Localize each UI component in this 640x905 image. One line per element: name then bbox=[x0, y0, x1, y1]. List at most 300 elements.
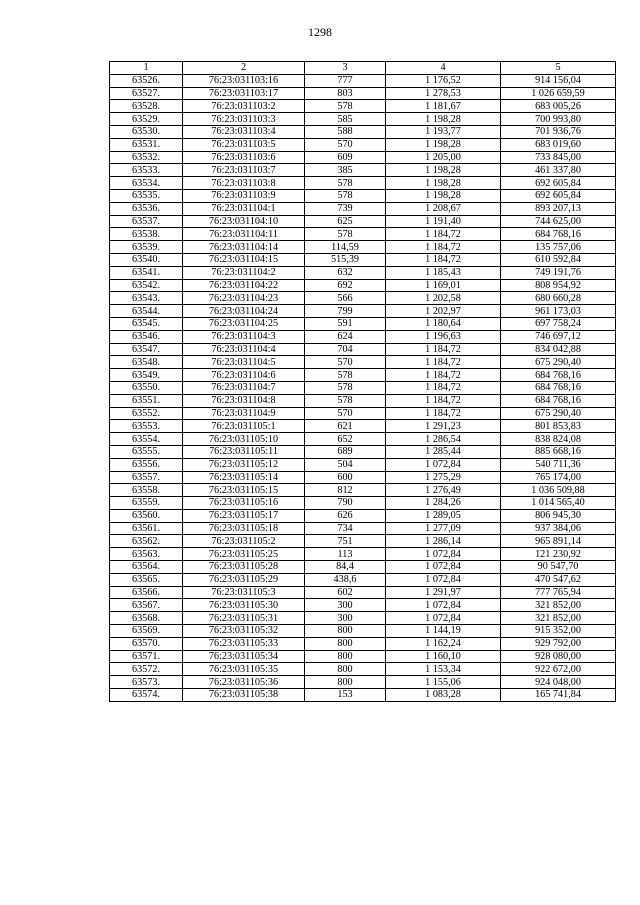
column-header: 2 bbox=[183, 62, 305, 75]
table-row bbox=[110, 356, 616, 369]
table-row bbox=[110, 241, 616, 254]
table-cell: 76:23:031104:22 bbox=[183, 279, 305, 292]
table-cell: 570 bbox=[305, 138, 386, 151]
table-cell: 692 605,84 bbox=[501, 177, 616, 190]
table-cell: 1 198,28 bbox=[386, 189, 501, 202]
table-cell: 684 768,16 bbox=[501, 394, 616, 407]
table-cell: 1 072,84 bbox=[386, 561, 501, 574]
table-cell: 540 711,36 bbox=[501, 458, 616, 471]
table-cell: 1 198,28 bbox=[386, 113, 501, 126]
table-row bbox=[110, 228, 616, 241]
table-cell: 63572. bbox=[110, 663, 183, 676]
table-cell: 692 605,84 bbox=[501, 189, 616, 202]
table-cell: 1 072,84 bbox=[386, 599, 501, 612]
table-cell: 734 bbox=[305, 522, 386, 535]
table-cell: 63529. bbox=[110, 113, 183, 126]
column-header: 3 bbox=[305, 62, 386, 75]
table-cell: 777 bbox=[305, 74, 386, 87]
table-row bbox=[110, 509, 616, 522]
table-cell: 578 bbox=[305, 189, 386, 202]
table-cell: 90 547,70 bbox=[501, 561, 616, 574]
table-cell: 63559. bbox=[110, 497, 183, 510]
table-cell: 570 bbox=[305, 356, 386, 369]
table-row bbox=[110, 74, 616, 87]
table-cell: 76:23:031103:2 bbox=[183, 100, 305, 113]
table-cell: 885 668,16 bbox=[501, 445, 616, 458]
table-row bbox=[110, 484, 616, 497]
table-cell: 63528. bbox=[110, 100, 183, 113]
table-cell: 566 bbox=[305, 292, 386, 305]
table-cell: 624 bbox=[305, 330, 386, 343]
table-row bbox=[110, 676, 616, 689]
table-cell: 1 144,19 bbox=[386, 625, 501, 638]
table-cell: 76:23:031104:8 bbox=[183, 394, 305, 407]
table-cell: 76:23:031103:4 bbox=[183, 125, 305, 138]
table-cell: 63554. bbox=[110, 433, 183, 446]
table-cell: 63552. bbox=[110, 407, 183, 420]
table-cell: 63555. bbox=[110, 445, 183, 458]
table-row bbox=[110, 663, 616, 676]
table-cell: 63570. bbox=[110, 637, 183, 650]
table-cell: 76:23:031103:8 bbox=[183, 177, 305, 190]
table-row bbox=[110, 599, 616, 612]
table-cell: 1 155,06 bbox=[386, 676, 501, 689]
table-row bbox=[110, 369, 616, 382]
table-cell: 961 173,03 bbox=[501, 305, 616, 318]
table-cell: 63526. bbox=[110, 74, 183, 87]
table-cell: 1 184,72 bbox=[386, 228, 501, 241]
column-header: 1 bbox=[110, 62, 183, 75]
table-cell: 1 184,72 bbox=[386, 253, 501, 266]
table-cell: 697 758,24 bbox=[501, 317, 616, 330]
table-cell: 84,4 bbox=[305, 561, 386, 574]
table-cell: 704 bbox=[305, 343, 386, 356]
table-cell: 591 bbox=[305, 317, 386, 330]
table-cell: 765 174,00 bbox=[501, 471, 616, 484]
table-cell: 515,39 bbox=[305, 253, 386, 266]
table-row bbox=[110, 177, 616, 190]
table-cell: 838 824,08 bbox=[501, 433, 616, 446]
table-cell: 744 625,00 bbox=[501, 215, 616, 228]
table-row bbox=[110, 343, 616, 356]
table-cell: 321 852,00 bbox=[501, 612, 616, 625]
table-cell: 76:23:031105:34 bbox=[183, 650, 305, 663]
table-cell: 914 156,04 bbox=[501, 74, 616, 87]
table-cell: 621 bbox=[305, 420, 386, 433]
table-cell: 965 891,14 bbox=[501, 535, 616, 548]
table-cell: 1 278,53 bbox=[386, 87, 501, 100]
table-cell: 1 191,40 bbox=[386, 215, 501, 228]
table-cell: 746 697,12 bbox=[501, 330, 616, 343]
table-row bbox=[110, 637, 616, 650]
table-cell: 76:23:031104:23 bbox=[183, 292, 305, 305]
column-header: 5 bbox=[501, 62, 616, 75]
table-cell: 625 bbox=[305, 215, 386, 228]
table-cell: 1 153,34 bbox=[386, 663, 501, 676]
table-cell: 63533. bbox=[110, 164, 183, 177]
table-cell: 733 845,00 bbox=[501, 151, 616, 164]
table-cell: 1 083,28 bbox=[386, 689, 501, 702]
table-cell: 76:23:031105:33 bbox=[183, 637, 305, 650]
table-cell: 121 230,92 bbox=[501, 548, 616, 561]
table-cell: 438,6 bbox=[305, 573, 386, 586]
table-cell: 63541. bbox=[110, 266, 183, 279]
table-cell: 470 547,62 bbox=[501, 573, 616, 586]
table-cell: 63534. bbox=[110, 177, 183, 190]
table-cell: 63531. bbox=[110, 138, 183, 151]
table-cell: 63546. bbox=[110, 330, 183, 343]
table-cell: 1 276,49 bbox=[386, 484, 501, 497]
table-cell: 834 042,88 bbox=[501, 343, 616, 356]
table-cell: 76:23:031104:5 bbox=[183, 356, 305, 369]
table-cell: 1 193,77 bbox=[386, 125, 501, 138]
table-cell: 63530. bbox=[110, 125, 183, 138]
table-cell: 1 072,84 bbox=[386, 612, 501, 625]
table-cell: 652 bbox=[305, 433, 386, 446]
table-cell: 790 bbox=[305, 497, 386, 510]
table-cell: 1 184,72 bbox=[386, 241, 501, 254]
table-cell: 1 184,72 bbox=[386, 343, 501, 356]
table-cell: 63567. bbox=[110, 599, 183, 612]
table-cell: 76:23:031104:4 bbox=[183, 343, 305, 356]
table-cell: 922 672,00 bbox=[501, 663, 616, 676]
table-cell: 929 792,00 bbox=[501, 637, 616, 650]
table-cell: 1 285,44 bbox=[386, 445, 501, 458]
table-cell: 63545. bbox=[110, 317, 183, 330]
table-cell: 689 bbox=[305, 445, 386, 458]
table-row bbox=[110, 612, 616, 625]
table-cell: 600 bbox=[305, 471, 386, 484]
table-cell: 76:23:031103:17 bbox=[183, 87, 305, 100]
table-row bbox=[110, 689, 616, 702]
table-cell: 76:23:031103:5 bbox=[183, 138, 305, 151]
table-cell: 692 bbox=[305, 279, 386, 292]
table-body bbox=[110, 74, 616, 701]
table-cell: 76:23:031105:18 bbox=[183, 522, 305, 535]
table-cell: 63556. bbox=[110, 458, 183, 471]
table-cell: 1 284,26 bbox=[386, 497, 501, 510]
table-cell: 799 bbox=[305, 305, 386, 318]
table-cell: 63557. bbox=[110, 471, 183, 484]
table-cell: 1 198,28 bbox=[386, 177, 501, 190]
table-cell: 76:23:031104:14 bbox=[183, 241, 305, 254]
table-cell: 602 bbox=[305, 586, 386, 599]
table-cell: 63542. bbox=[110, 279, 183, 292]
table-row bbox=[110, 266, 616, 279]
table-cell: 1 036 509,88 bbox=[501, 484, 616, 497]
table-cell: 76:23:031105:16 bbox=[183, 497, 305, 510]
table-row bbox=[110, 625, 616, 638]
table-cell: 76:23:031105:11 bbox=[183, 445, 305, 458]
table-cell: 63538. bbox=[110, 228, 183, 241]
column-header: 4 bbox=[386, 62, 501, 75]
table-row bbox=[110, 125, 616, 138]
table-cell: 1 072,84 bbox=[386, 548, 501, 561]
table-cell: 1 286,14 bbox=[386, 535, 501, 548]
table-cell: 76:23:031104:3 bbox=[183, 330, 305, 343]
table-cell: 1 291,23 bbox=[386, 420, 501, 433]
table-cell: 461 337,80 bbox=[501, 164, 616, 177]
table-row bbox=[110, 394, 616, 407]
table-cell: 701 936,76 bbox=[501, 125, 616, 138]
table-cell: 76:23:031105:2 bbox=[183, 535, 305, 548]
table-row bbox=[110, 305, 616, 318]
table-cell: 76:23:031105:31 bbox=[183, 612, 305, 625]
table-cell: 1 184,72 bbox=[386, 369, 501, 382]
table-cell: 63561. bbox=[110, 522, 183, 535]
table-row bbox=[110, 561, 616, 574]
table-cell: 76:23:031104:9 bbox=[183, 407, 305, 420]
table-cell: 578 bbox=[305, 381, 386, 394]
table-cell: 1 202,97 bbox=[386, 305, 501, 318]
table-row bbox=[110, 215, 616, 228]
table-cell: 937 384,06 bbox=[501, 522, 616, 535]
table-row bbox=[110, 330, 616, 343]
table-cell: 76:23:031105:3 bbox=[183, 586, 305, 599]
table-cell: 76:23:031104:7 bbox=[183, 381, 305, 394]
table-cell: 893 207,13 bbox=[501, 202, 616, 215]
table-cell: 76:23:031103:16 bbox=[183, 74, 305, 87]
table-cell: 63539. bbox=[110, 241, 183, 254]
table-cell: 609 bbox=[305, 151, 386, 164]
table-row bbox=[110, 573, 616, 586]
table-cell: 76:23:031103:6 bbox=[183, 151, 305, 164]
table-cell: 1 026 659,59 bbox=[501, 87, 616, 100]
table-cell: 1 072,84 bbox=[386, 458, 501, 471]
table-row bbox=[110, 292, 616, 305]
table-cell: 1 184,72 bbox=[386, 407, 501, 420]
table-cell: 800 bbox=[305, 650, 386, 663]
table-cell: 63571. bbox=[110, 650, 183, 663]
table-cell: 1 198,28 bbox=[386, 138, 501, 151]
table-cell: 63548. bbox=[110, 356, 183, 369]
table-cell: 801 853,83 bbox=[501, 420, 616, 433]
table-cell: 63544. bbox=[110, 305, 183, 318]
table-cell: 321 852,00 bbox=[501, 599, 616, 612]
table-cell: 751 bbox=[305, 535, 386, 548]
table-cell: 578 bbox=[305, 394, 386, 407]
table-cell: 63569. bbox=[110, 625, 183, 638]
table-cell: 76:23:031103:7 bbox=[183, 164, 305, 177]
table-cell: 585 bbox=[305, 113, 386, 126]
table-cell: 700 993,80 bbox=[501, 113, 616, 126]
table-cell: 1 181,67 bbox=[386, 100, 501, 113]
table-cell: 76:23:031105:14 bbox=[183, 471, 305, 484]
table-cell: 610 592,84 bbox=[501, 253, 616, 266]
table-cell: 777 765,94 bbox=[501, 586, 616, 599]
table-cell: 632 bbox=[305, 266, 386, 279]
table-cell: 76:23:031105:29 bbox=[183, 573, 305, 586]
table-cell: 1 160,10 bbox=[386, 650, 501, 663]
table-cell: 800 bbox=[305, 625, 386, 638]
table-cell: 76:23:031105:15 bbox=[183, 484, 305, 497]
table-cell: 63547. bbox=[110, 343, 183, 356]
table-cell: 76:23:031104:25 bbox=[183, 317, 305, 330]
table-cell: 63565. bbox=[110, 573, 183, 586]
table-row bbox=[110, 471, 616, 484]
table-row bbox=[110, 151, 616, 164]
table-cell: 76:23:031104:6 bbox=[183, 369, 305, 382]
table-cell: 1 180,64 bbox=[386, 317, 501, 330]
table-cell: 76:23:031103:9 bbox=[183, 189, 305, 202]
table-row bbox=[110, 100, 616, 113]
table-cell: 63560. bbox=[110, 509, 183, 522]
table-cell: 76:23:031104:2 bbox=[183, 266, 305, 279]
table-cell: 570 bbox=[305, 407, 386, 420]
table-cell: 1 277,09 bbox=[386, 522, 501, 535]
table-row bbox=[110, 317, 616, 330]
table-cell: 76:23:031104:11 bbox=[183, 228, 305, 241]
table-row bbox=[110, 381, 616, 394]
table-cell: 76:23:031105:17 bbox=[183, 509, 305, 522]
table-cell: 113 bbox=[305, 548, 386, 561]
table-cell: 135 757,06 bbox=[501, 241, 616, 254]
table-cell: 675 290,40 bbox=[501, 407, 616, 420]
table-cell: 578 bbox=[305, 228, 386, 241]
table-header-row bbox=[110, 62, 616, 75]
table-row bbox=[110, 279, 616, 292]
table-cell: 76:23:031104:10 bbox=[183, 215, 305, 228]
table-cell: 1 072,84 bbox=[386, 573, 501, 586]
table-cell: 63550. bbox=[110, 381, 183, 394]
table-row bbox=[110, 650, 616, 663]
table-cell: 683 005,26 bbox=[501, 100, 616, 113]
table-cell: 1 275,29 bbox=[386, 471, 501, 484]
table-cell: 76:23:031104:24 bbox=[183, 305, 305, 318]
table-cell: 300 bbox=[305, 612, 386, 625]
table-cell: 63540. bbox=[110, 253, 183, 266]
table-cell: 1 184,72 bbox=[386, 356, 501, 369]
cadastral-table bbox=[109, 61, 616, 702]
table-cell: 578 bbox=[305, 177, 386, 190]
table-cell: 800 bbox=[305, 663, 386, 676]
table-row bbox=[110, 458, 616, 471]
table-row bbox=[110, 138, 616, 151]
table-row bbox=[110, 433, 616, 446]
table-cell: 806 945,30 bbox=[501, 509, 616, 522]
table-cell: 1 176,52 bbox=[386, 74, 501, 87]
table-cell: 300 bbox=[305, 599, 386, 612]
table-cell: 1 185,43 bbox=[386, 266, 501, 279]
table-row bbox=[110, 164, 616, 177]
table-cell: 153 bbox=[305, 689, 386, 702]
table-cell: 63568. bbox=[110, 612, 183, 625]
table-cell: 1 205,00 bbox=[386, 151, 501, 164]
table-cell: 114,59 bbox=[305, 241, 386, 254]
table-cell: 76:23:031105:35 bbox=[183, 663, 305, 676]
table-row bbox=[110, 497, 616, 510]
table-cell: 1 196,63 bbox=[386, 330, 501, 343]
table-row bbox=[110, 586, 616, 599]
table-cell: 1 208,67 bbox=[386, 202, 501, 215]
table-cell: 1 291,97 bbox=[386, 586, 501, 599]
table-row bbox=[110, 535, 616, 548]
table-cell: 675 290,40 bbox=[501, 356, 616, 369]
table-row bbox=[110, 113, 616, 126]
table-cell: 749 191,76 bbox=[501, 266, 616, 279]
table-cell: 63551. bbox=[110, 394, 183, 407]
table-cell: 684 768,16 bbox=[501, 228, 616, 241]
table-cell: 684 768,16 bbox=[501, 381, 616, 394]
table-cell: 385 bbox=[305, 164, 386, 177]
table-cell: 76:23:031105:1 bbox=[183, 420, 305, 433]
table-cell: 1 169,01 bbox=[386, 279, 501, 292]
table-cell: 63549. bbox=[110, 369, 183, 382]
table-cell: 76:23:031105:36 bbox=[183, 676, 305, 689]
table-cell: 739 bbox=[305, 202, 386, 215]
table-cell: 578 bbox=[305, 100, 386, 113]
table-cell: 1 184,72 bbox=[386, 394, 501, 407]
table-cell: 76:23:031105:32 bbox=[183, 625, 305, 638]
table-cell: 588 bbox=[305, 125, 386, 138]
table-cell: 63537. bbox=[110, 215, 183, 228]
table-cell: 928 080,00 bbox=[501, 650, 616, 663]
table-cell: 684 768,16 bbox=[501, 369, 616, 382]
table-row bbox=[110, 407, 616, 420]
table-cell: 808 954,92 bbox=[501, 279, 616, 292]
table-cell: 63536. bbox=[110, 202, 183, 215]
table-row bbox=[110, 445, 616, 458]
table-cell: 63566. bbox=[110, 586, 183, 599]
table-cell: 1 286,54 bbox=[386, 433, 501, 446]
table-cell: 63558. bbox=[110, 484, 183, 497]
table-cell: 76:23:031103:3 bbox=[183, 113, 305, 126]
table-cell: 165 741,84 bbox=[501, 689, 616, 702]
table-cell: 924 048,00 bbox=[501, 676, 616, 689]
table-cell: 504 bbox=[305, 458, 386, 471]
table-row bbox=[110, 548, 616, 561]
table-cell: 1 198,28 bbox=[386, 164, 501, 177]
table-row bbox=[110, 202, 616, 215]
table-cell: 76:23:031105:12 bbox=[183, 458, 305, 471]
table-cell: 63553. bbox=[110, 420, 183, 433]
table-cell: 63527. bbox=[110, 87, 183, 100]
table-cell: 76:23:031104:1 bbox=[183, 202, 305, 215]
table-cell: 76:23:031105:28 bbox=[183, 561, 305, 574]
table-row bbox=[110, 522, 616, 535]
table-row bbox=[110, 420, 616, 433]
table-cell: 1 289,05 bbox=[386, 509, 501, 522]
table-cell: 76:23:031105:25 bbox=[183, 548, 305, 561]
table-cell: 803 bbox=[305, 87, 386, 100]
table-row bbox=[110, 189, 616, 202]
table-cell: 63543. bbox=[110, 292, 183, 305]
table-row bbox=[110, 87, 616, 100]
table-cell: 63535. bbox=[110, 189, 183, 202]
table-cell: 76:23:031104:15 bbox=[183, 253, 305, 266]
table-cell: 76:23:031105:30 bbox=[183, 599, 305, 612]
table-cell: 63532. bbox=[110, 151, 183, 164]
table-cell: 683 019,60 bbox=[501, 138, 616, 151]
table-cell: 63574. bbox=[110, 689, 183, 702]
table-cell: 680 660,28 bbox=[501, 292, 616, 305]
table-cell: 76:23:031105:10 bbox=[183, 433, 305, 446]
table-cell: 1 014 565,40 bbox=[501, 497, 616, 510]
table-cell: 800 bbox=[305, 637, 386, 650]
table-row bbox=[110, 253, 616, 266]
table-cell: 626 bbox=[305, 509, 386, 522]
table-cell: 1 184,72 bbox=[386, 381, 501, 394]
table-cell: 1 202,58 bbox=[386, 292, 501, 305]
table-cell: 63563. bbox=[110, 548, 183, 561]
table-cell: 63564. bbox=[110, 561, 183, 574]
table-cell: 76:23:031105:38 bbox=[183, 689, 305, 702]
table-cell: 1 162,24 bbox=[386, 637, 501, 650]
table-cell: 63573. bbox=[110, 676, 183, 689]
table-cell: 800 bbox=[305, 676, 386, 689]
table-cell: 915 352,00 bbox=[501, 625, 616, 638]
page-number: 1298 bbox=[308, 25, 332, 39]
